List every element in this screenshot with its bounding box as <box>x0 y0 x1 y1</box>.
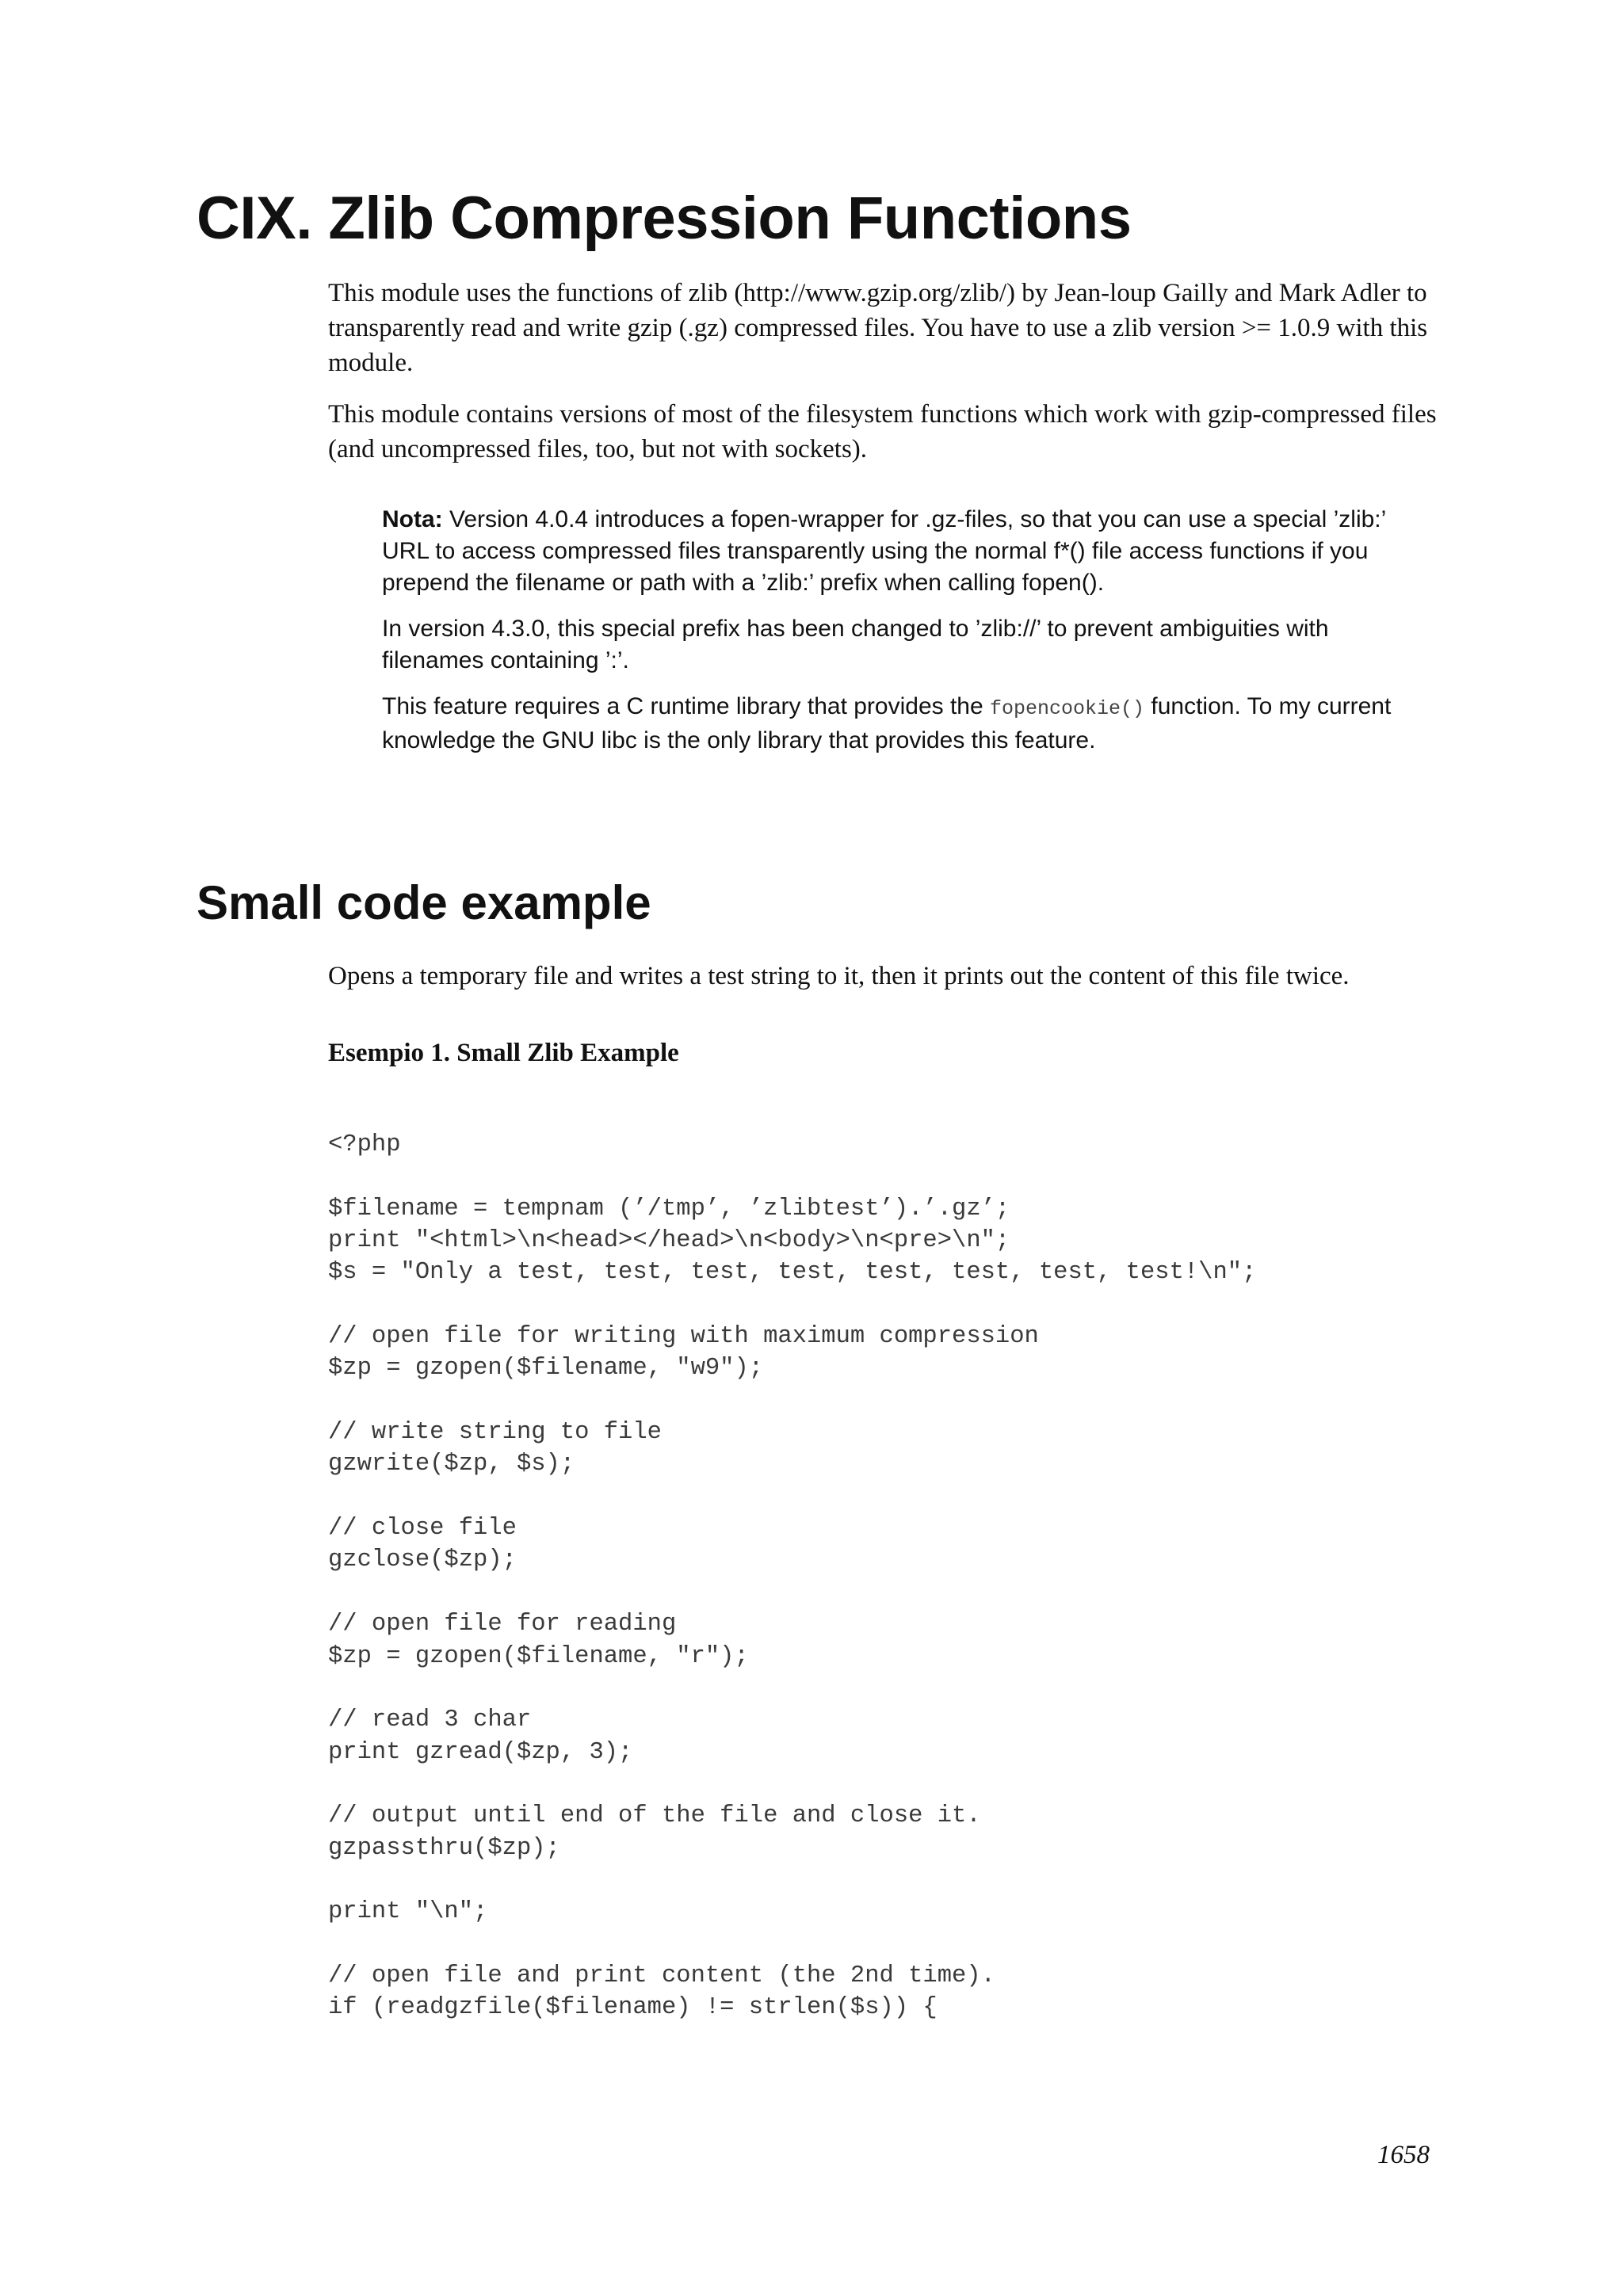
note-text-1: Version 4.0.4 introduces a fopen-wrapper for .gz-files, so that you can use a special ’zlib:’ URL to access compressed files transparently using the normal f*() file access functions if you prepend the filename or path with a ’zlib:’ prefix when calling fopen(). <box>382 506 1386 596</box>
code-line: // open file for reading <box>328 1611 677 1638</box>
code-line: // write string to file <box>328 1419 662 1447</box>
note-paragraph-3 <box>382 691 1428 757</box>
code-line: $filename = tempnam (’/tmp’, ’zlibtest’).’.gz’; <box>328 1195 1010 1222</box>
code-line: gzpassthru($zp); <box>328 1834 560 1862</box>
code-line: print gzread($zp, 3); <box>328 1738 633 1766</box>
code-line: <?php <box>328 1131 401 1158</box>
code-block <box>328 1129 1256 2024</box>
code-line: // close file <box>328 1515 517 1543</box>
code-line <box>328 1481 1256 1512</box>
code-line <box>328 1928 1256 1960</box>
example-intro-paragraph: Opens a temporary file and writes a test string to it, then it prints out the content of this file twice. <box>328 962 1350 990</box>
code-line: // open file and print content (the 2nd time). <box>328 1962 995 1989</box>
code-line: // output until end of the file and close it. <box>328 1802 981 1830</box>
code-line: // open file for writing with maximum compression <box>328 1323 1039 1351</box>
note-block <box>382 504 1428 771</box>
code-line: // read 3 char <box>328 1707 532 1734</box>
note-label: Nota: <box>382 506 443 532</box>
code-line: $zp = gzopen($filename, "r"); <box>328 1642 749 1670</box>
note-paragraph-2: In version 4.3.0, this special prefix has been changed to ’zlib://’ to prevent ambiguities with filenames containing ’:’. <box>382 616 1329 673</box>
code-line <box>328 1577 1256 1608</box>
intro-paragraph-2: This module contains versions of most of the filesystem functions which work with gzip-compressed files (and uncompressed files, too, but not with sockets). <box>328 400 1437 463</box>
page-number: 1658 <box>1377 2141 1430 2169</box>
fopencookie-code: fopencookie() <box>990 697 1145 720</box>
code-line <box>328 1768 1256 1800</box>
code-line: $zp = gzopen($filename, "w9"); <box>328 1355 764 1383</box>
code-line <box>328 1289 1256 1321</box>
code-line <box>328 1864 1256 1896</box>
code-line: print "<html>\n<head></head>\n<body>\n<pre>\n"; <box>328 1227 1010 1255</box>
example-title: Esempio 1. Small Zlib Example <box>328 1039 679 1067</box>
note-text-3-before: This feature requires a C runtime library that provides the <box>382 693 991 719</box>
note-text-3-after: function. To my current knowledge the GNU libc is the only library that provides this feature. <box>382 693 1392 753</box>
code-line: $s = "Only a test, test, test, test, test, test, test, test!\n"; <box>328 1259 1257 1287</box>
code-line <box>328 1385 1256 1417</box>
note-paragraph-1 <box>382 504 1428 599</box>
code-line: print "\n"; <box>328 1898 488 1926</box>
intro-paragraph-1: This module uses the functions of zlib (http://www.gzip.org/zlib/) by Jean-loup Gailly and Mark Adler to transparently read and write gzip (.gz) compressed files. You have to use a zlib version >= 1.0.9 with this module. <box>328 279 1428 377</box>
chapter-heading: CIX. Zlib Compression Functions <box>197 185 1132 252</box>
code-line <box>328 1161 1256 1192</box>
code-line: gzclose($zp); <box>328 1547 517 1574</box>
code-line <box>328 1672 1256 1704</box>
section-heading: Small code example <box>197 876 651 929</box>
code-line: if (readgzfile($filename) != strlen($s)) { <box>328 1994 938 2022</box>
code-line: gzwrite($zp, $s); <box>328 1451 575 1478</box>
